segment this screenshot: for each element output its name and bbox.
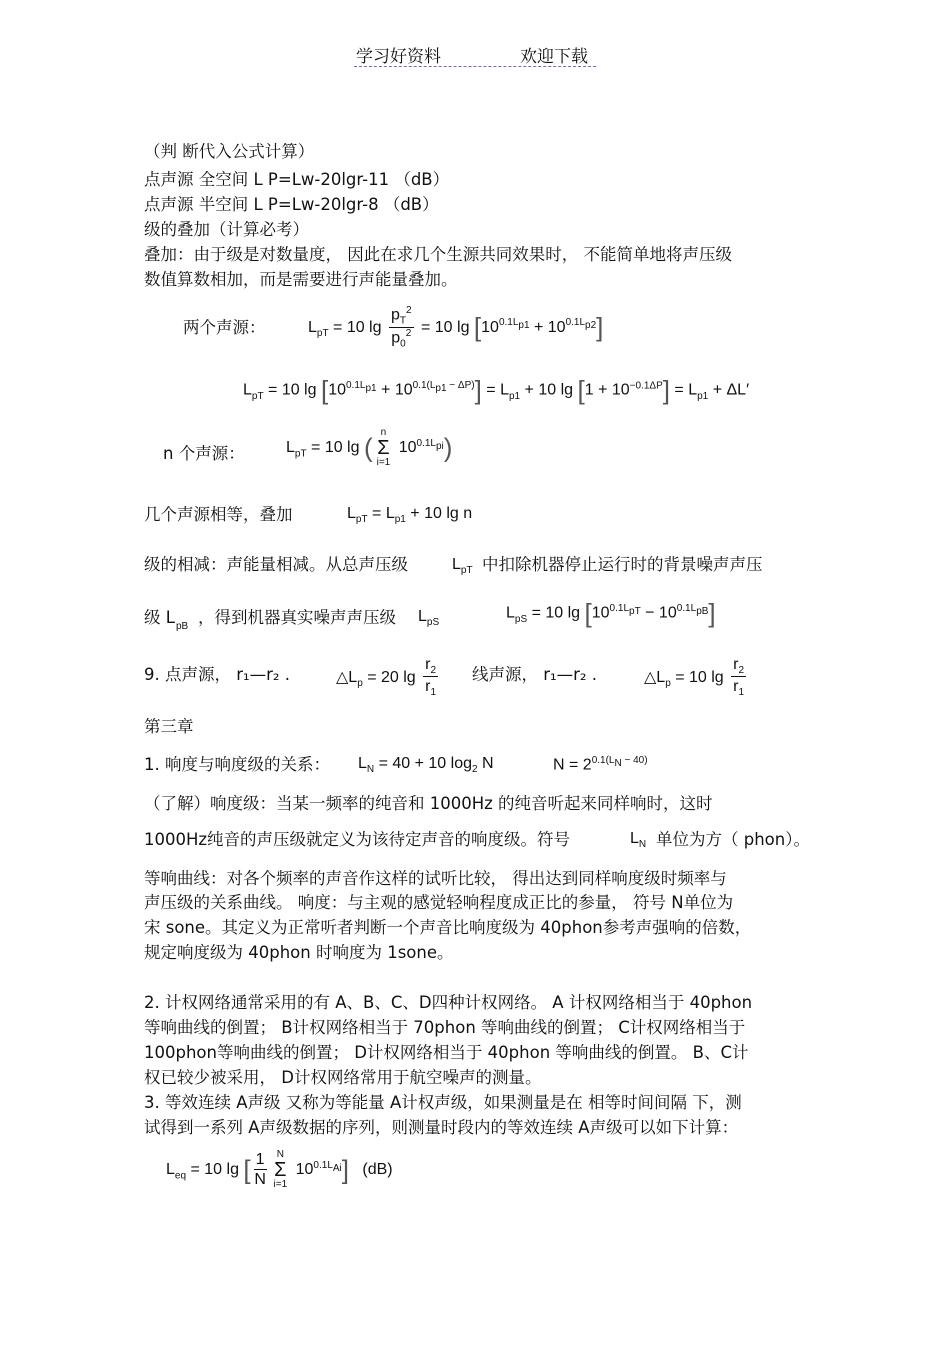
- line-sone-def: 宋 sone。其定义为正常听者判断一个声音比响度级为 40phon参考声强响的倍数，: [144, 918, 752, 937]
- page-header: [354, 40, 596, 67]
- header-left-text: 学习好资料: [356, 47, 441, 67]
- formula-loudness: $N = 2^{0.1(L_N - 40)}$: [553, 755, 648, 774]
- formula-subtraction: $L_{pS} = 10$ $\lg [10^{0.1L_{pT}} - 10^{0.1L_{pB}}]$: [506, 598, 716, 628]
- formula-two-sources-expand: $L_{pT} = 10$ $\lg [10^{0.1L_{p1}} + 10^{0.1(L_{p1} - \Delta P)}] = L_{p1} + 10$ $\lg [1 + 10^{-0.1\Delta P}] = L_{p1} + \Delta L'$: [243, 375, 750, 405]
- line-equal-sources: 几个声源相等，叠加: [144, 505, 293, 524]
- line-background-desc: ，得到机器真实噪声声压级: [198, 608, 396, 627]
- line-superposition-desc: 叠加：由于级是对数量度， 因此在求几个生源共同效果时， 不能简单地将声压级: [144, 245, 732, 264]
- symbol-lpt: $L_{pT}$: [452, 556, 473, 577]
- symbol-lps: $L_{pS}$: [418, 608, 440, 629]
- symbol-ln: $L_N$: [630, 830, 647, 851]
- formula-loudness-level: $L_N = 40 + 10$ $\log_2 N$: [358, 755, 494, 776]
- line-subtraction: 级的相减：声能量相减。从总声压级: [144, 555, 408, 574]
- line-weighting-2: 等响曲线的倒置； B计权网络相当于 70phon 等响曲线的倒置； C计权网络相当于: [144, 1018, 746, 1037]
- formula-line-distance: $\triangle L_p = 10$ lg $\frac{r_2}{r_1}$: [644, 656, 745, 699]
- line-weighting-3: 100phon等响曲线的倒置； D计权网络相当于 40phon 等响曲线的倒置。 B、C计: [144, 1043, 749, 1062]
- line-sone-def2: 规定响度级为 40phon 时响度为 1sone。: [144, 943, 454, 962]
- line-weighting-1: 2. 计权网络通常采用的有 A、B、C、D四种计权网络。 A 计权网络相当于 40phon: [144, 993, 753, 1012]
- formula-two-sources: $L_{pT} = 10$ lg $\frac{p_T^2}{p_0^2}$ = 10 $\lg [10^{0.1L_{p1}} + 10^{0.1L_{p2}}]$: [308, 305, 604, 350]
- formula-leq: $L_{eq} = 10$ lg [ $\frac{1}{N}$ N Σ i=1 $10^{0.1L_{Ai}}$] (dB): [166, 1149, 393, 1190]
- line-superposition-title: 级的叠加（计算必考）: [144, 220, 309, 239]
- line-superposition-desc2: 数值算数相加，而是需要进行声能量叠加。: [144, 270, 458, 289]
- symbol-lpb: pB: [176, 621, 189, 633]
- formula-point-distance: $\triangle L_p = 20$ lg $\frac{r_2}{r_1}$: [336, 656, 437, 699]
- line-subtraction-cont: 中扣除机器停止运行时的背景噪声声压: [482, 555, 763, 574]
- line-loudness-level-def: （了解）响度级：当某一频率的纯音和 1000Hz 的纯音听起来同样响时，这时: [144, 794, 713, 813]
- formula-equal-sources: $L_{pT} = L_{p1} + 10$ lg n: [347, 505, 473, 526]
- line-line-distance: 线声源， r₁—r₂ .: [472, 665, 598, 684]
- line-point-half: 点声源 半空间 L P=Lw-20lgr-8 （dB）: [144, 195, 439, 214]
- line-background-label: 级 L: [144, 608, 175, 627]
- line-loudness-level-def2: 1000Hz纯音的声压级就定义为该待定声音的响度级。符号: [144, 830, 571, 849]
- line-loudness-unit: 单位为方（ phon）。: [656, 830, 810, 849]
- line-loudness-relation: 1. 响度与响度级的关系：: [144, 755, 330, 774]
- line-equal-loudness: 等响曲线：对各个频率的声音作这样的试听比较， 得出达到同样响度级时频率与: [144, 869, 727, 888]
- formula-n-sources: $L_{pT} = 10$ lg ( n Σ i=1 $10^{0.1L_{pi}}$): [286, 427, 453, 468]
- line-leq-1: 3. 等效连续 A声级 又称为等能量 A计权声级，如果测量是在 相等时间间隔 下，测: [144, 1093, 742, 1112]
- line-weighting-4: 权已较少被采用， D计权网络常用于航空噪声的测量。: [144, 1068, 542, 1087]
- line-leq-2: 试得到一系列 A声级数据的序列，则测量时段内的等效连续 A声级可以如下计算：: [144, 1118, 739, 1137]
- two-source-label: 两个声源：: [183, 318, 266, 337]
- line-loudness-def: 声压级的关系曲线。 响度：与主观的感觉轻响程度成正比的参量， 符号 N单位为: [144, 893, 734, 912]
- line-point-full: 点声源 全空间 L P=Lw-20lgr-11 （dB）: [144, 170, 450, 189]
- header-right-text: 欢迎下载: [520, 47, 588, 67]
- line-judge: （判 断代入公式计算）: [144, 142, 315, 161]
- line-point-distance: 9. 点声源， r₁—r₂ .: [144, 665, 291, 684]
- n-source-label: n 个声源：: [163, 444, 245, 463]
- chapter-title: 第三章: [144, 717, 194, 736]
